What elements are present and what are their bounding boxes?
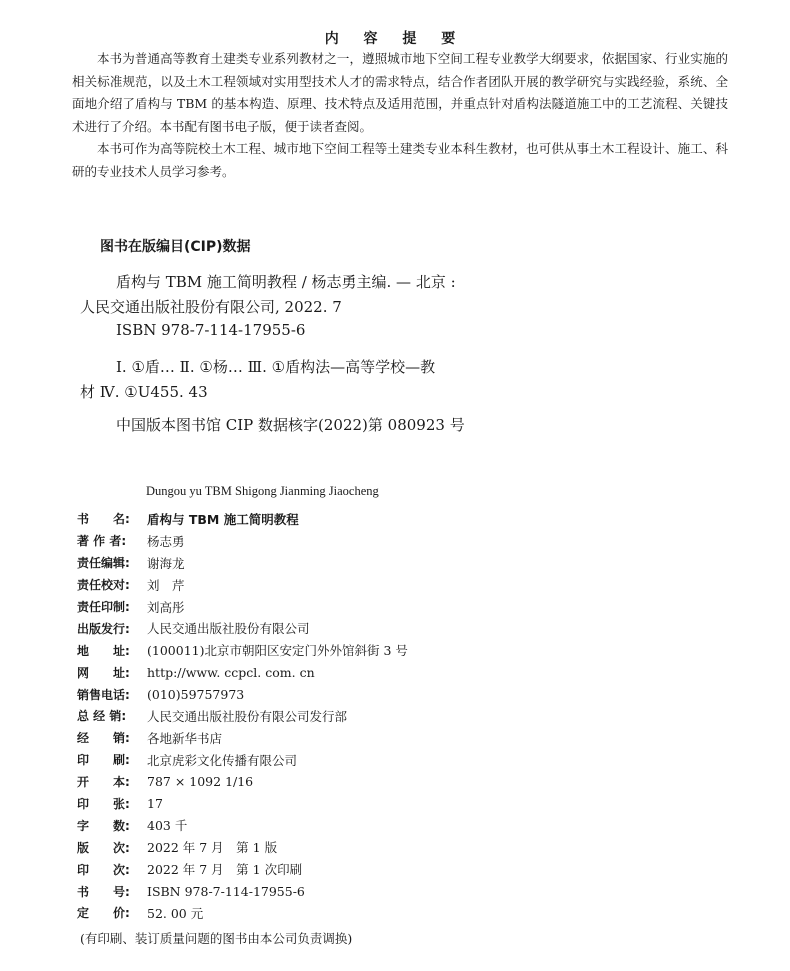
info-row-title bbox=[77, 508, 717, 530]
info-row-dealer bbox=[77, 727, 717, 749]
pinyin-title: Dungou yu TBM Shigong Jianming Jiaocheng bbox=[146, 484, 379, 498]
info-label: 印 次: bbox=[77, 862, 130, 877]
cip-isbn-line: ISBN 978-7-114-17955-6 bbox=[116, 321, 306, 339]
info-label: 定 价: bbox=[77, 906, 130, 921]
info-value: 787 × 1092 1/16 bbox=[147, 774, 254, 790]
info-value: (010)59757973 bbox=[147, 686, 245, 702]
info-value: 谢海龙 bbox=[147, 555, 185, 571]
info-label: 印 张: bbox=[77, 797, 130, 812]
info-row-sales-phone bbox=[77, 683, 717, 705]
summary-paragraph-1: 本书为普通高等教育土建类专业系列教材之一，遵照城市地下空间工程专业教学大纲要求，依据国家、行业实施的相关标准规范，以及土木工程领域对实用型技术人才的需求特点，结合作者团队开展的教学研究与实践经验，系统、全面地介绍了盾构与 TBM 的基本构造、原理、技术特点及适用范围，并重点针对盾构法隧道施工中的工艺流程、关键技术进行了介绍。本书配有图书电子版，便于读者查阅。 bbox=[72, 51, 728, 134]
cip-title-line: 盾构与 TBM 施工简明教程 / 杨志勇主编. — 北京 : bbox=[116, 273, 456, 291]
cip-heading: 图书在版编目(CIP)数据 bbox=[100, 239, 251, 255]
info-label: 责任校对: bbox=[77, 578, 130, 593]
info-value: 各地新华书店 bbox=[147, 730, 223, 746]
info-label: 著 作 者: bbox=[77, 534, 127, 549]
info-label: 字 数: bbox=[77, 818, 130, 833]
summary-title: 内 容 提 要 bbox=[324, 31, 466, 47]
info-label: 销售电话: bbox=[77, 687, 130, 702]
info-row-price bbox=[77, 902, 717, 924]
info-value: (100011)北京市朝阳区安定门外外馆斜街 3 号 bbox=[147, 643, 408, 659]
info-value: 刘高彤 bbox=[147, 599, 185, 615]
info-label: 出版发行: bbox=[77, 621, 130, 636]
info-value: 2022 年 7 月 第 1 次印刷 bbox=[147, 862, 303, 878]
info-value: http://www. ccpcl. com. cn bbox=[147, 664, 315, 680]
info-label: 网 址: bbox=[77, 665, 130, 680]
info-row-edition bbox=[77, 836, 717, 858]
info-value: ISBN 978-7-114-17955-6 bbox=[147, 883, 305, 899]
info-row-website bbox=[77, 661, 717, 683]
publication-info-list bbox=[77, 508, 717, 924]
info-row-isbn bbox=[77, 880, 717, 902]
info-value: 2022 年 7 月 第 1 版 bbox=[147, 840, 278, 856]
cip-classification-line: Ⅰ. ①盾… Ⅱ. ①杨… Ⅲ. ①盾构法—高等学校—教 bbox=[116, 358, 436, 376]
info-row-format bbox=[77, 771, 717, 793]
info-row-sheets bbox=[77, 793, 717, 815]
info-label: 经 销: bbox=[77, 731, 130, 746]
quality-notice: (有印刷、装订质量问题的图书由本公司负责调换) bbox=[80, 931, 353, 946]
cip-publisher-line: 人民交通出版社股份有限公司, 2022. 7 bbox=[80, 298, 342, 316]
info-label: 书 名: bbox=[77, 512, 130, 527]
info-row-address bbox=[77, 639, 717, 661]
info-value: 杨志勇 bbox=[147, 533, 185, 549]
info-value: 17 bbox=[147, 796, 163, 812]
info-value: 北京虎彩文化传播有限公司 bbox=[147, 752, 298, 768]
cip-classification-line-2: 材 Ⅳ. ①U455. 43 bbox=[80, 383, 208, 401]
info-value: 403 千 bbox=[147, 818, 188, 834]
info-value: 盾构与 TBM 施工简明教程 bbox=[147, 511, 299, 527]
info-label: 地 址: bbox=[77, 643, 130, 658]
info-value: 刘 芹 bbox=[147, 577, 185, 593]
info-label: 印 刷: bbox=[77, 753, 130, 768]
info-value: 人民交通出版社股份有限公司发行部 bbox=[147, 708, 348, 724]
info-value: 人民交通出版社股份有限公司 bbox=[147, 621, 310, 637]
info-row-editor bbox=[77, 552, 717, 574]
info-row-print-supervisor bbox=[77, 596, 717, 618]
info-label: 版 次: bbox=[77, 840, 130, 855]
info-label: 总 经 销: bbox=[77, 709, 127, 724]
info-label: 责任印制: bbox=[77, 600, 130, 614]
info-label: 责任编辑: bbox=[77, 556, 130, 571]
info-label: 开 本: bbox=[77, 775, 130, 790]
info-row-author bbox=[77, 530, 717, 552]
cip-record-number: 中国版本图书馆 CIP 数据核字(2022)第 080923 号 bbox=[116, 416, 465, 434]
info-row-proofreader bbox=[77, 574, 717, 596]
info-row-printing bbox=[77, 858, 717, 880]
info-label: 书 号: bbox=[77, 884, 130, 899]
info-row-printer bbox=[77, 749, 717, 771]
info-row-word-count bbox=[77, 814, 717, 836]
info-row-publisher bbox=[77, 617, 717, 639]
info-row-distributor bbox=[77, 705, 717, 727]
summary-body bbox=[72, 48, 728, 183]
info-value: 52. 00 元 bbox=[147, 905, 204, 921]
summary-paragraph-2: 本书可作为高等院校土木工程、城市地下空间工程等土建类专业本科生教材，也可供从事土木工程设计、施工、科研的专业技术人员学习参考。 bbox=[72, 141, 728, 179]
